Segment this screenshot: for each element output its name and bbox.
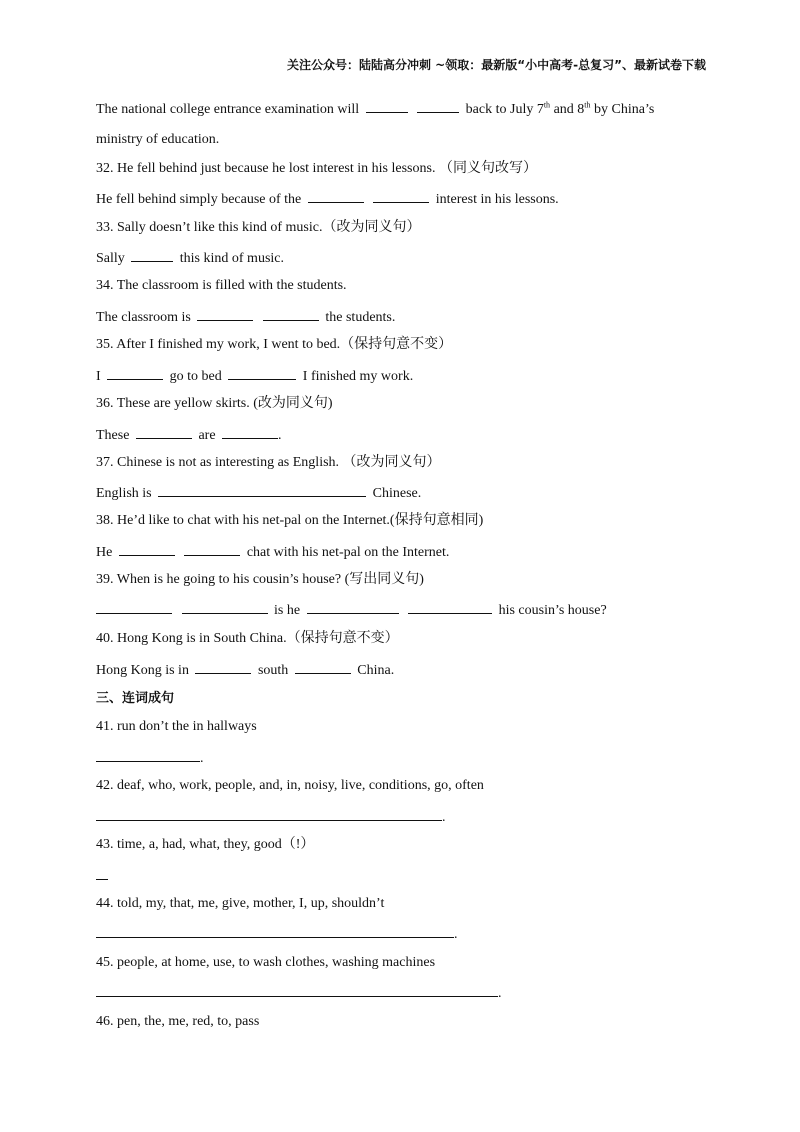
period: . <box>200 751 204 766</box>
answer-blank[interactable] <box>373 189 429 203</box>
period: . <box>498 986 502 1001</box>
q33-prompt: 33. Sally doesn’t like this kind of music.（改为同义句） <box>96 220 421 235</box>
answer-blank[interactable] <box>366 99 408 113</box>
q37-prompt: 37. Chinese is not as interesting as English. （改为同义句） <box>96 455 441 470</box>
q34-answer-line <box>96 307 395 327</box>
answer-blank[interactable] <box>136 425 192 439</box>
q31-line2: ministry of education. <box>96 132 220 147</box>
q34-text-b: the students. <box>325 310 396 325</box>
q38-text-b: chat with his net-pal on the Internet. <box>246 545 450 560</box>
q36-prompt: 36. These are yellow skirts. (改为同义句) <box>96 396 333 411</box>
answer-blank[interactable] <box>107 366 163 380</box>
answer-blank[interactable] <box>119 542 175 556</box>
q33-text-a: Sally <box>96 251 125 266</box>
q42-answer-line <box>96 807 446 827</box>
answer-blank[interactable] <box>417 99 459 113</box>
period: . <box>454 927 458 942</box>
q36-answer-line <box>96 425 282 445</box>
q40-text-b: south <box>257 663 289 678</box>
q33-text-b: this kind of music. <box>179 251 285 266</box>
period: . <box>442 810 446 825</box>
answer-blank[interactable] <box>96 866 108 880</box>
q44-answer-line <box>96 924 458 944</box>
q38-prompt: 38. He’d like to chat with his net-pal on the Internet.(保持句意相同) <box>96 513 484 528</box>
answer-blank[interactable] <box>308 189 364 203</box>
answer-blank[interactable] <box>228 366 296 380</box>
answer-blank[interactable] <box>96 600 172 614</box>
answer-blank[interactable] <box>96 807 442 821</box>
q34-text-a: The classroom is <box>96 310 191 325</box>
answer-blank[interactable] <box>408 600 492 614</box>
q41-prompt: 41. run don’t the in hallways <box>96 719 257 734</box>
q42-prompt: 42. deaf, who, work, people, and, in, noisy, live, conditions, go, often <box>96 778 484 793</box>
answer-blank[interactable] <box>96 748 200 762</box>
answer-blank[interactable] <box>295 660 351 674</box>
q39-text-b: his cousin’s house? <box>498 603 607 618</box>
page-header: 关注公众号：陆陆高分冲刺 ~领取：最新版“小中高考-总复习”、最新试卷下载 <box>287 58 706 72</box>
answer-blank[interactable] <box>184 542 240 556</box>
q31-text-c: and 8 <box>553 102 585 117</box>
q32-prompt: 32. He fell behind just because he lost interest in his lessons. （同义句改写） <box>96 161 537 176</box>
answer-blank[interactable] <box>195 660 251 674</box>
q32-text-a: He fell behind simply because of the <box>96 192 302 207</box>
q40-text-c: China. <box>357 663 395 678</box>
q40-prompt: 40. Hong Kong is in South China.（保持句意不变） <box>96 631 399 646</box>
q39-text-a: is he <box>274 603 301 618</box>
q37-text-a: English is <box>96 486 152 501</box>
q35-text-c: I finished my work. <box>302 369 414 384</box>
q39-prompt: 39. When is he going to his cousin’s house? (写出同义句) <box>96 572 424 587</box>
answer-blank[interactable] <box>263 307 319 321</box>
q32-answer-line <box>96 189 559 209</box>
q40-answer-line <box>96 660 394 680</box>
q39-answer-line <box>96 600 607 620</box>
answer-blank[interactable] <box>158 483 366 497</box>
q41-answer-line <box>96 748 204 768</box>
q31-text-b: back to July 7 <box>465 102 544 117</box>
q35-prompt: 35. After I finished my work, I went to bed.（保持句意不变） <box>96 337 453 352</box>
q46-prompt: 46. pen, the, me, red, to, pass <box>96 1014 260 1029</box>
q31-text-d: by China’s <box>594 102 655 117</box>
answer-blank[interactable] <box>131 248 173 262</box>
q37-answer-line <box>96 483 421 503</box>
answer-blank[interactable] <box>96 983 498 997</box>
q31-text-a: The national college entrance examination will <box>96 102 360 117</box>
q44-prompt: 44. told, my, that, me, give, mother, I, up, shouldn’t <box>96 896 385 911</box>
q36-text-b: are <box>198 428 216 443</box>
q36-text-a: These <box>96 428 130 443</box>
q35-answer-line <box>96 366 413 386</box>
answer-blank[interactable] <box>222 425 278 439</box>
q35-text-b: go to bed <box>169 369 222 384</box>
q40-text-a: Hong Kong is in <box>96 663 189 678</box>
q34-prompt: 34. The classroom is filled with the students. <box>96 278 347 293</box>
answer-blank[interactable] <box>197 307 253 321</box>
q35-text-a: I <box>96 369 101 384</box>
superscript: th <box>584 100 591 110</box>
superscript: th <box>543 100 551 110</box>
q38-text-a: He <box>96 545 113 560</box>
answer-blank[interactable] <box>96 924 454 938</box>
q37-text-b: Chinese. <box>372 486 422 501</box>
q38-answer-line <box>96 542 449 562</box>
answer-blank[interactable] <box>307 600 399 614</box>
q43-prompt: 43. time, a, had, what, they, good（!） <box>96 837 315 852</box>
q32-text-b: interest in his lessons. <box>435 192 559 207</box>
q31-line1 <box>96 99 654 119</box>
q33-answer-line <box>96 248 284 268</box>
q36-text-c: . <box>278 428 282 443</box>
q45-prompt: 45. people, at home, use, to wash clothes, washing machines <box>96 955 436 970</box>
q43-answer-line <box>96 866 111 886</box>
section-heading: 三、连词成句 <box>96 691 175 706</box>
q45-answer-line <box>96 983 502 1003</box>
answer-blank[interactable] <box>182 600 268 614</box>
